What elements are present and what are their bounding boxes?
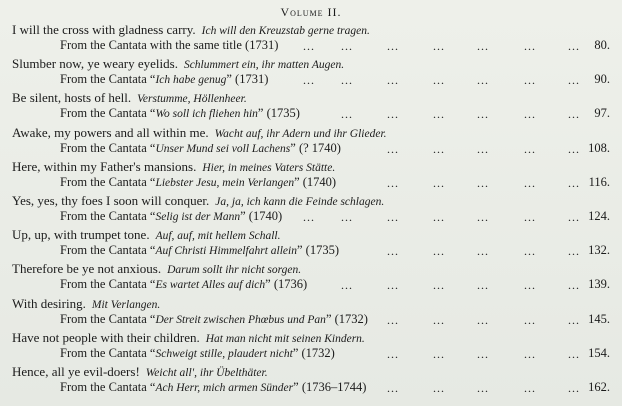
entry-source-line — [60, 346, 335, 361]
entry-source-line — [60, 209, 282, 224]
entry-first-line — [12, 330, 365, 346]
leader-dots: ... — [477, 39, 489, 53]
leader-dots: ... — [387, 107, 399, 122]
entry-source-line — [60, 38, 278, 53]
entry-first-line — [12, 125, 387, 141]
leader-dots: ... — [524, 73, 536, 88]
entry-first-line — [12, 90, 247, 106]
leader-dots: ... — [341, 278, 353, 293]
source-prefix: From the Cantata “ — [60, 72, 156, 87]
page-number: 90. — [594, 72, 610, 87]
leader-dots: ... — [341, 210, 353, 224]
leader-dots: ... — [477, 107, 489, 122]
cantata-title: Der Streit zwischen Phœbus und Pan — [155, 313, 326, 326]
german-title: Ich will den Kreuzstab gerne tragen. — [201, 25, 370, 37]
leader-dots: ... — [568, 73, 580, 88]
leader-dots: ... — [387, 141, 399, 156]
entry-first-line — [12, 159, 335, 175]
source-suffix: ” (1736) — [265, 277, 308, 292]
page-number: 162. — [588, 380, 610, 394]
leader-dots: ... — [341, 107, 353, 122]
leader-dots: ... — [524, 141, 536, 156]
page-number: 145. — [588, 311, 610, 326]
cantata-title: Selig ist der Mann — [155, 211, 241, 223]
page-number: 80. — [594, 38, 610, 52]
leader-dots: ... — [524, 381, 536, 395]
german-title: Schlummert ein, ihr matten Augen. — [183, 59, 345, 72]
leader-dots: ... — [303, 73, 315, 88]
leader-dots: ... — [387, 73, 399, 88]
leader-dots: ... — [341, 39, 353, 53]
leader-dots: ... — [568, 141, 580, 156]
leader-dots: ... — [568, 107, 580, 122]
entry-first-line — [12, 261, 301, 277]
english-title: Up, up, with trumpet tone. — [12, 227, 150, 243]
cantata-title: Liebster Jesu, mein Verlangen — [155, 176, 295, 189]
leader-dots: ... — [433, 346, 445, 361]
source-prefix: From the Cantata “ — [60, 345, 156, 360]
leader-dots: ... — [433, 312, 445, 327]
cantata-title: Schweigt stille, plaudert nicht — [155, 347, 293, 360]
entry-first-line — [12, 193, 384, 209]
german-title: Hier, in meines Vaters Stätte. — [202, 161, 336, 174]
source-suffix: ” (1735) — [257, 106, 300, 121]
german-title: Mit Verlangen. — [91, 298, 161, 311]
leader-dots: ... — [477, 381, 489, 395]
leader-dots: ... — [387, 381, 399, 395]
german-title: Weicht all', ihr Übelthäter. — [145, 367, 268, 379]
cantata-title: Auf Christi Himmelfahrt allein — [155, 245, 297, 258]
english-title: Be silent, hosts of hell. — [12, 90, 132, 106]
entry-first-line — [12, 22, 370, 38]
entry-first-line — [12, 56, 344, 72]
source-suffix: ” (1735) — [296, 243, 339, 258]
leader-dots: ... — [568, 278, 580, 293]
page-number: 116. — [588, 174, 610, 189]
cantata-title: Ich habe genug — [155, 74, 227, 87]
source-suffix: ” (1740) — [240, 209, 283, 223]
cantata-title: Wo soll ich fliehen hin — [155, 108, 258, 121]
english-title: Have not people with their children. — [12, 329, 200, 345]
english-title: Awake, my powers and all within me. — [12, 124, 209, 140]
leader-dots: ... — [568, 210, 580, 224]
entry-first-line — [12, 364, 268, 380]
leader-dots: ... — [387, 175, 399, 190]
english-title: Here, within my Father's mansions. — [12, 158, 197, 174]
source-suffix: ” (1732) — [325, 311, 368, 326]
leader-dots: ... — [433, 244, 445, 259]
cantata-title: Ach Herr, mich armen Sünder — [155, 382, 294, 394]
leader-dots: ... — [524, 244, 536, 259]
leader-dots: ... — [433, 107, 445, 122]
german-title: Wacht auf, ihr Adern und ihr Glieder. — [214, 127, 387, 140]
entry-source-line — [60, 72, 268, 87]
leader-dots: ... — [387, 210, 399, 224]
source-suffix: ” (1740) — [294, 174, 337, 189]
leader-dots: ... — [568, 346, 580, 361]
leader-dots: ... — [477, 73, 489, 88]
leader-dots: ... — [524, 210, 536, 224]
german-title: Auf, auf, mit hellem Schall. — [155, 230, 281, 243]
leader-dots: ... — [568, 175, 580, 190]
leader-dots: ... — [524, 278, 536, 293]
leader-dots: ... — [477, 244, 489, 259]
leader-dots: ... — [341, 73, 353, 88]
leader-dots: ... — [433, 278, 445, 293]
english-title: I will the cross with gladness carry. — [12, 22, 196, 37]
leader-dots: ... — [433, 381, 445, 395]
english-title: Hence, all ye evil-doers! — [12, 364, 140, 379]
leader-dots: ... — [477, 278, 489, 293]
leader-dots: ... — [477, 175, 489, 190]
leader-dots: ... — [387, 346, 399, 361]
leader-dots: ... — [303, 210, 315, 224]
leader-dots: ... — [477, 312, 489, 327]
entry-first-line — [12, 296, 160, 312]
entry-source-line — [60, 175, 336, 190]
entry-source-line — [60, 141, 341, 156]
entry-source-line — [60, 243, 339, 258]
volume-heading: Volume II. — [280, 5, 342, 19]
leader-dots: ... — [433, 210, 445, 224]
leader-dots: ... — [433, 39, 445, 53]
leader-dots: ... — [568, 312, 580, 327]
page-number: 139. — [588, 277, 610, 292]
leader-dots: ... — [568, 381, 580, 395]
german-title: Verstumme, Höllenheer. — [137, 93, 247, 106]
page-number: 132. — [588, 243, 610, 258]
leader-dots: ... — [524, 107, 536, 122]
source-suffix: ” (1732) — [292, 345, 335, 360]
source-prefix: From the Cantata “ — [60, 311, 156, 326]
leader-dots: ... — [568, 244, 580, 259]
leader-dots: ... — [524, 346, 536, 361]
german-title: Hat man nicht mit seinen Kindern. — [205, 332, 365, 345]
source-suffix: ” (1736–1744) — [293, 380, 367, 394]
source-prefix: From the Cantata “ — [60, 209, 156, 223]
cantata-title: Unser Mund sei voll Lachens — [155, 142, 291, 155]
page-number: 124. — [588, 209, 610, 223]
leader-dots: ... — [477, 210, 489, 224]
source-prefix: From the Cantata “ — [60, 243, 156, 258]
leader-dots: ... — [524, 39, 536, 53]
page-number: 108. — [588, 140, 610, 155]
leader-dots: ... — [303, 39, 315, 53]
source-prefix: From the Cantata “ — [60, 174, 156, 189]
english-title: Yes, yes, thy foes I soon will conquer. — [12, 193, 210, 208]
source-prefix: From the Cantata “ — [60, 277, 156, 292]
entry-source-line — [60, 277, 307, 292]
entry-source-line — [60, 106, 300, 121]
leader-dots: ... — [433, 73, 445, 88]
page-number: 97. — [594, 106, 610, 121]
entry-source-line — [60, 380, 366, 395]
leader-dots: ... — [524, 175, 536, 190]
source-suffix: ” (1731) — [226, 72, 269, 87]
leader-dots: ... — [387, 278, 399, 293]
source-suffix: ” (? 1740) — [290, 140, 341, 155]
source-prefix: From the Cantata with the same title (1731) — [60, 38, 279, 52]
german-title: Ja, ja, ich kann die Feinde schlagen. — [215, 196, 385, 208]
leader-dots: ... — [477, 346, 489, 361]
source-prefix: From the Cantata “ — [60, 140, 156, 155]
english-title: With desiring. — [12, 295, 86, 311]
leader-dots: ... — [524, 312, 536, 327]
german-title: Darum sollt ihr nicht sorgen. — [167, 264, 302, 277]
source-prefix: From the Cantata “ — [60, 380, 156, 394]
leader-dots: ... — [433, 141, 445, 156]
leader-dots: ... — [387, 39, 399, 53]
source-prefix: From the Cantata “ — [60, 106, 156, 121]
entry-first-line — [12, 227, 280, 243]
entry-source-line — [60, 312, 368, 327]
english-title: Slumber now, ye weary eyelids. — [12, 56, 178, 72]
leader-dots: ... — [477, 141, 489, 156]
leader-dots: ... — [433, 175, 445, 190]
leader-dots: ... — [387, 244, 399, 259]
cantata-title: Es wartet Alles auf dich — [155, 279, 266, 292]
english-title: Therefore be ye not anxious. — [12, 261, 162, 277]
page-number: 154. — [588, 345, 610, 360]
leader-dots: ... — [568, 39, 580, 53]
leader-dots: ... — [387, 312, 399, 327]
